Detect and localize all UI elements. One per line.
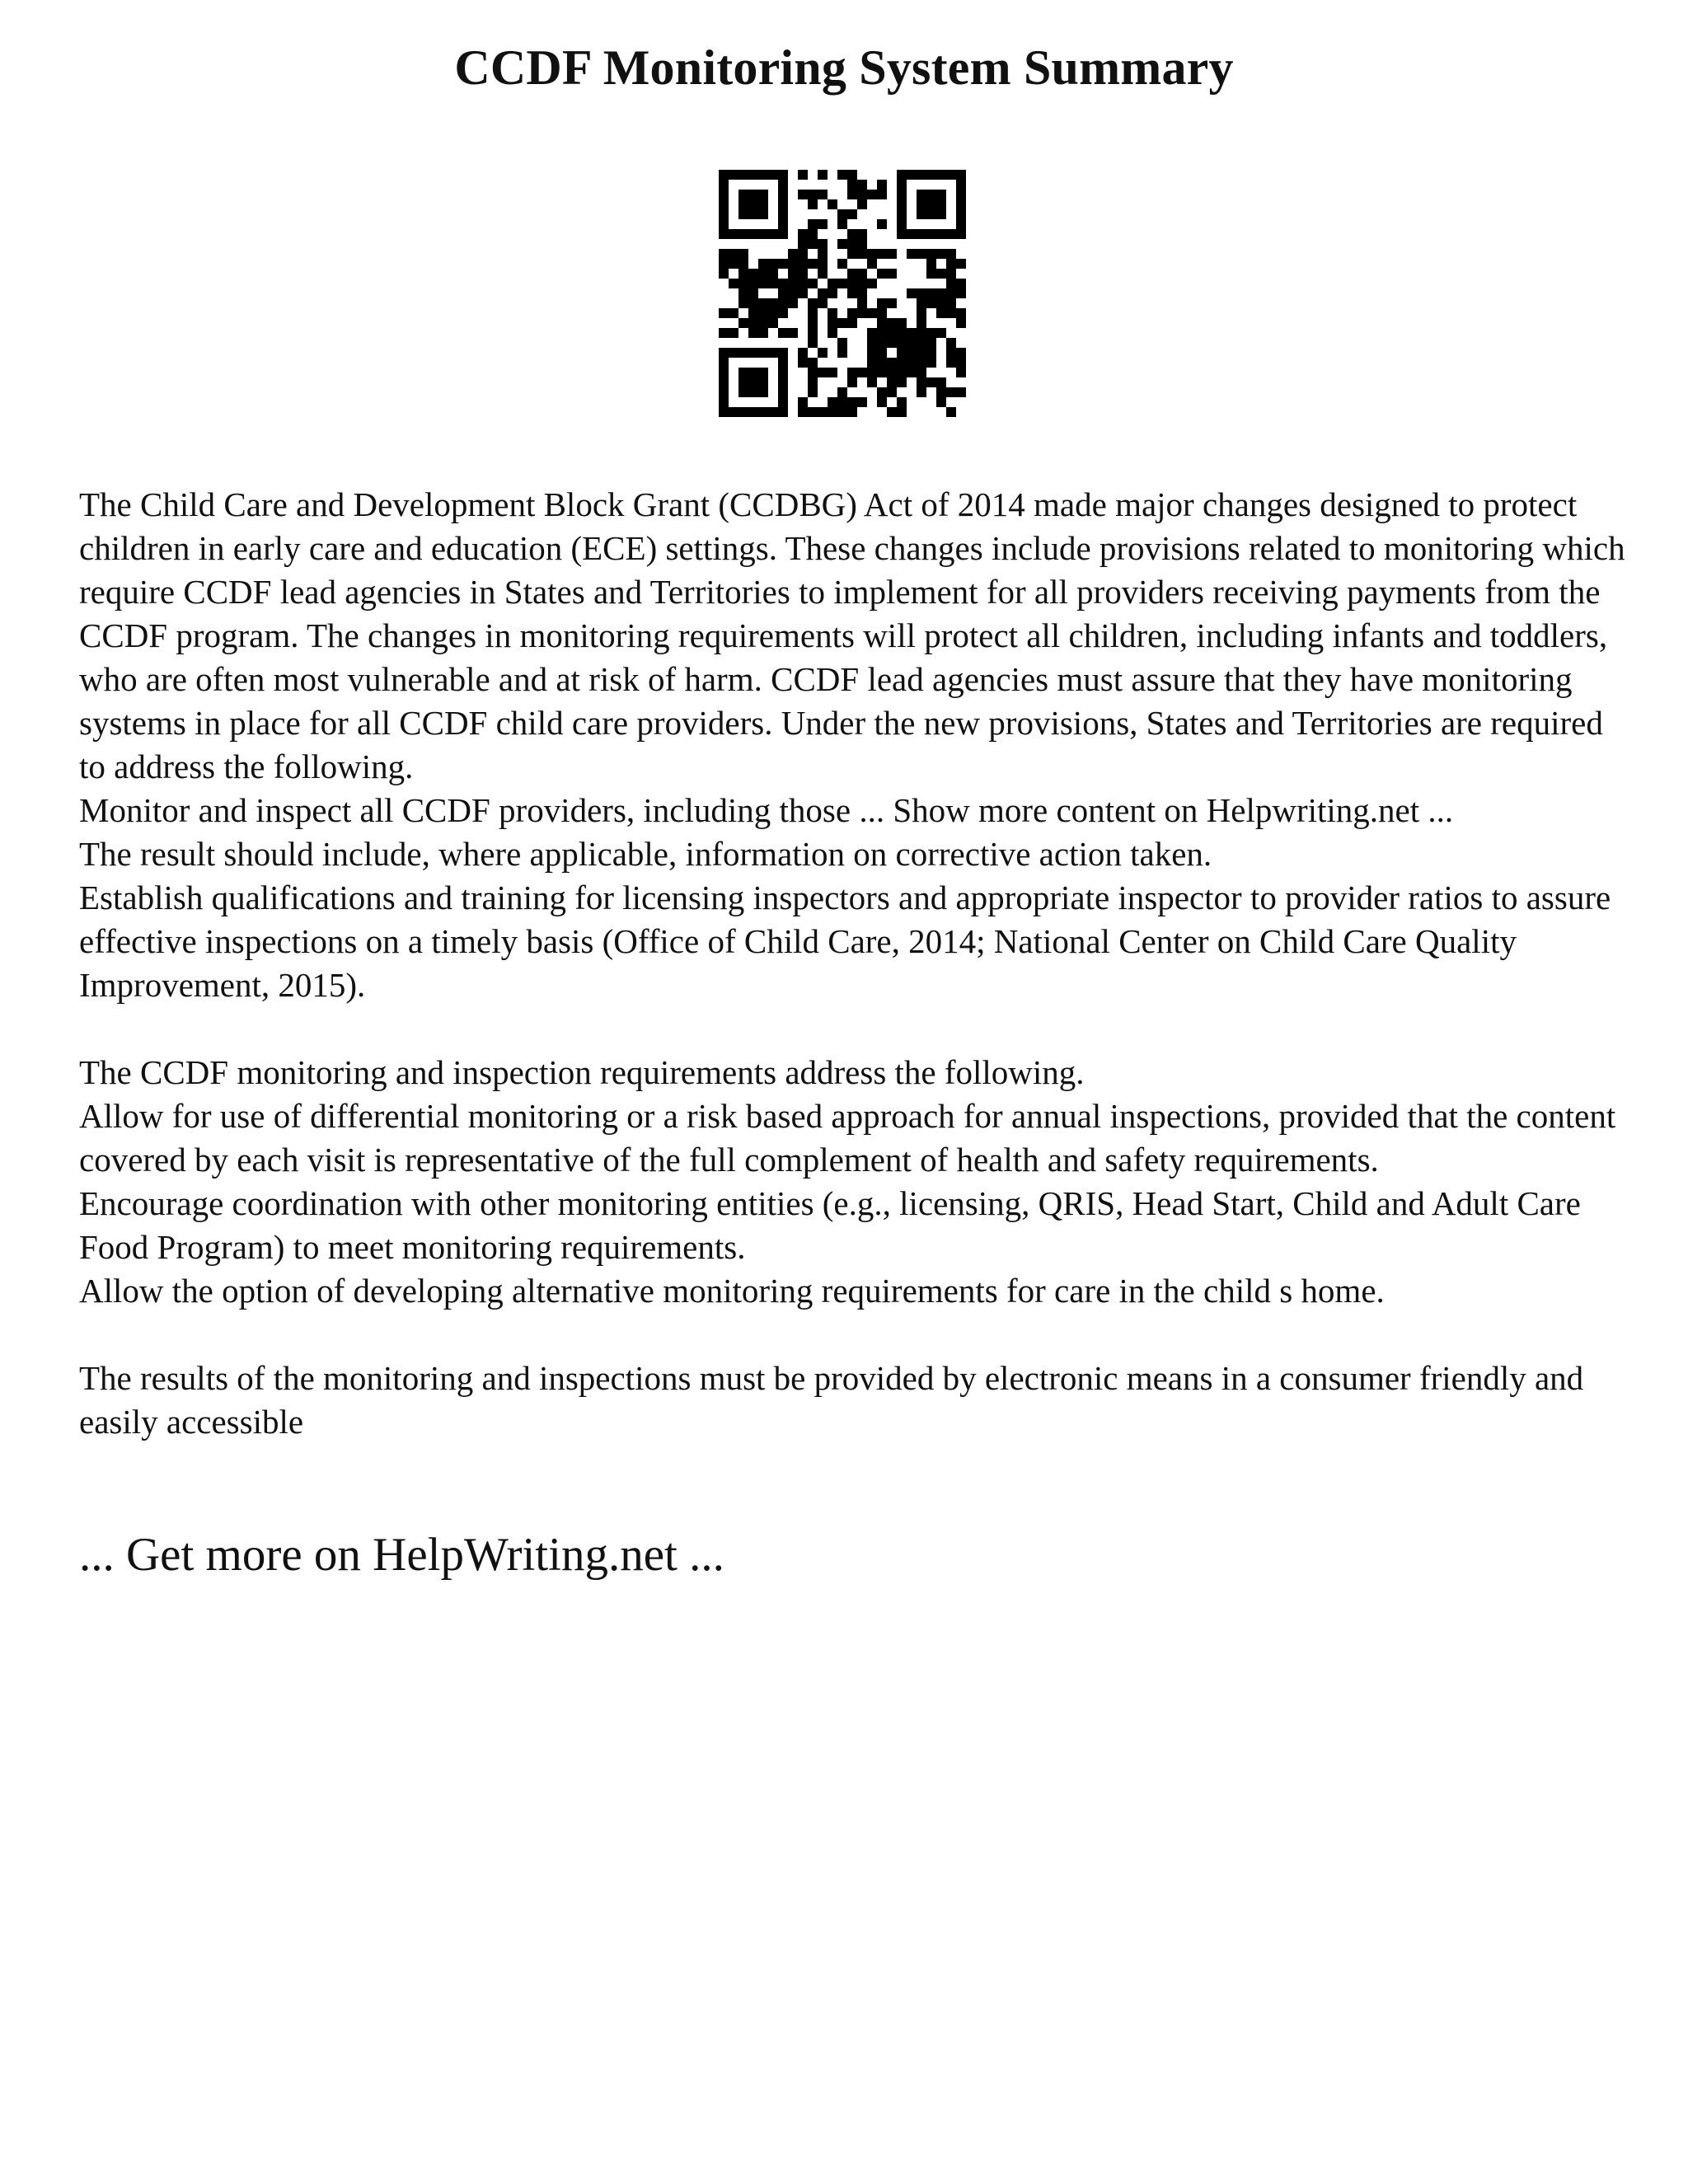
paragraph-gap xyxy=(79,1007,1629,1051)
paragraph-gap xyxy=(79,1313,1629,1357)
paragraph-results-electronic: The results of the monitoring and inspections must be provided by electronic means in a consumer friendly and easily accessible xyxy=(79,1359,1584,1441)
paragraph-result: The result should include, where applicable, information on corrective action taken. xyxy=(79,835,1212,873)
paragraph-monitor-inspect: Monitor and inspect all CCDF providers, including those ... Show more content on Helpwriting.net ... xyxy=(79,791,1454,829)
paragraph-requirements-intro: The CCDF monitoring and inspection requirements address the following. xyxy=(79,1053,1085,1091)
qr-code-icon xyxy=(719,170,966,417)
paragraph-differential-monitoring: Allow for use of differential monitoring or a risk based approach for annual inspections, provided that the content covered by each visit is representative of the full complement of health and safety requirements. xyxy=(79,1097,1616,1179)
body-text xyxy=(79,483,1629,1444)
page-title: CCDF Monitoring System Summary xyxy=(454,40,1234,95)
paragraph-alternative: Allow the option of developing alternative monitoring requirements for care in the child s home. xyxy=(79,1272,1385,1310)
paragraph-coordination: Encourage coordination with other monitoring entities (e.g., licensing, QRIS, Head Start, Child and Adult Care Food Program) to meet monitoring requirements. xyxy=(79,1184,1581,1266)
paragraph-intro: The Child Care and Development Block Grant (CCDBG) Act of 2014 made major changes designed to protect children in early care and education (ECE) settings. These changes include provisions related to monitoring which require CCDF lead agencies in States and Territories to implement for all providers receiving payments from the CCDF program. The changes in monitoring requirements will protect all children, including infants and toddlers, who are often most vulnerable and at risk of harm. CCDF lead agencies must assure that they have monitoring systems in place for all CCDF child care providers. Under the new provisions, States and Territories are required to address the following. xyxy=(79,485,1625,785)
paragraph-qualifications: Establish qualifications and training for licensing inspectors and appropriate inspector to provider ratios to assure effective inspections on a timely basis (Office of Child Care, 2014; National Center on Child Care Quality Improvement, 2015). xyxy=(79,879,1611,1004)
get-more-link[interactable]: ... Get more on HelpWriting.net ... xyxy=(79,1529,724,1581)
